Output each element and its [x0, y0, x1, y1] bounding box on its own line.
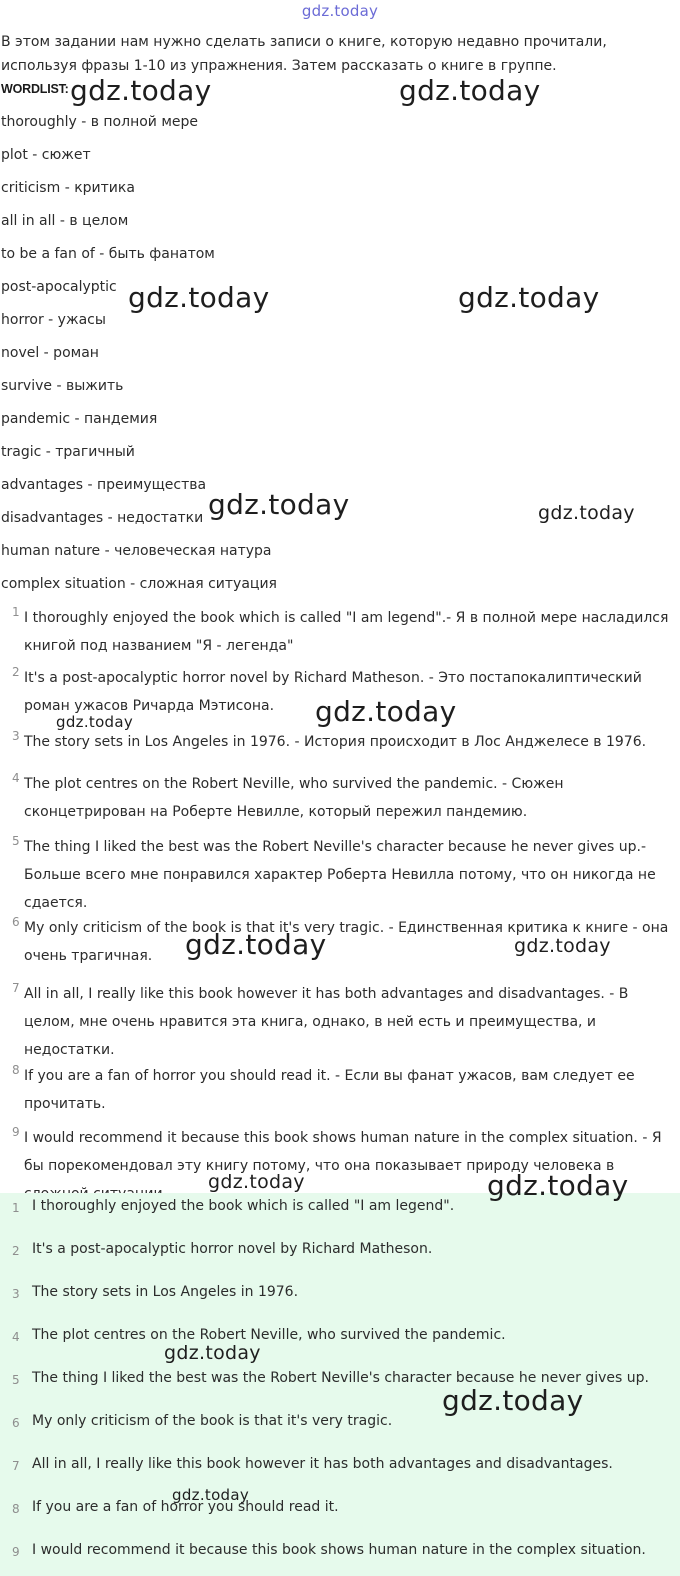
item-number: 1 — [12, 1201, 20, 1215]
answer-item — [0, 1238, 680, 1266]
watermark: gdz.today — [487, 1169, 629, 1202]
answer-item — [0, 1410, 680, 1438]
watermark: gdz.today — [128, 281, 270, 314]
watermark: gdz.today — [164, 1342, 261, 1364]
item-text: The story sets in Los Angeles in 1976. — [32, 1284, 299, 1300]
item-number: 8 — [12, 1063, 20, 1077]
answer-item — [0, 1281, 680, 1309]
item-text: My only criticism of the book is that it's very tragic. - Единственная критика к книге - она очень трагичная. — [24, 920, 669, 964]
item-number: 5 — [12, 1373, 20, 1387]
item-text: If you are a fan of horror you should read it. — [32, 1499, 339, 1515]
watermark: gdz.today — [208, 488, 350, 521]
wordlist-item: to be a fan of - быть фанатом — [1, 246, 215, 262]
wordlist-item: horror - ужасы — [1, 312, 106, 328]
wordlist-item: all in all - в целом — [1, 213, 129, 229]
watermark: gdz.today — [458, 281, 600, 314]
wordlist-item: novel - роман — [1, 345, 99, 361]
item-number: 3 — [12, 1287, 20, 1301]
item-number: 6 — [12, 1416, 20, 1430]
item-text: It's a post-apocalyptic horror novel by Richard Matheson. - Это постапокалиптический роман ужасов Ричарда Мэтисона. — [24, 670, 642, 714]
wordlist-item: complex situation - сложная ситуация — [1, 576, 277, 592]
answer-item — [0, 1324, 680, 1352]
item-text: The thing I liked the best was the Robert Neville's character because he never gives up. — [32, 1370, 649, 1386]
item-text: My only criticism of the book is that it's very tragic. — [32, 1413, 393, 1429]
item-number: 3 — [12, 729, 20, 743]
answer-item — [0, 1539, 680, 1567]
wordlist-item: post-apocalyptic — [1, 279, 117, 295]
wordlist-item: pandemic - пандемия — [1, 411, 158, 427]
item-text: It's a post-apocalyptic horror novel by Richard Matheson. — [32, 1241, 433, 1257]
item-text: I would recommend it because this book shows human nature in the complex situation. — [32, 1542, 646, 1558]
item-number: 7 — [12, 1459, 20, 1473]
item-number: 9 — [12, 1545, 20, 1559]
item-number: 5 — [12, 834, 20, 848]
watermark: gdz.today — [70, 74, 212, 107]
wordlist-item: plot - сюжет — [1, 147, 91, 163]
wordlist-item: criticism - критика — [1, 180, 135, 196]
answer-item — [0, 1496, 680, 1524]
item-number: 6 — [12, 915, 20, 929]
wordlist-item: advantages - преимущества — [1, 477, 207, 493]
item-text: I thoroughly enjoyed the book which is called "I am legend". — [32, 1198, 455, 1214]
watermark: gdz.today — [514, 935, 611, 957]
watermark: gdz.today — [56, 713, 134, 731]
item-text: All in all, I really like this book however it has both advantages and disadvantages. - В целом, мне очень нравится эта книга, однако, в ней есть и преимущества, и недостатки. — [24, 986, 629, 1058]
watermark: gdz.today — [442, 1384, 584, 1417]
item-number: 4 — [12, 1330, 20, 1344]
watermark: gdz.today — [185, 928, 327, 961]
item-number: 7 — [12, 981, 20, 995]
item-number: 2 — [12, 665, 20, 679]
wordlist-item: survive - выжить — [1, 378, 124, 394]
watermark: gdz.today — [208, 1171, 305, 1193]
watermark: gdz.today — [172, 1486, 250, 1504]
item-number: 4 — [12, 771, 20, 785]
item-text: The plot centres on the Robert Neville, who survived the pandemic. - Сюжен сконцетрирован на Роберте Невилле, который пережил пандемию. — [24, 776, 564, 820]
item-number: 1 — [12, 605, 20, 619]
item-text: I thoroughly enjoyed the book which is called "I am legend".- Я в полной мере насладился книгой под названием "Я - легенда" — [24, 610, 669, 654]
watermark: gdz.today — [538, 502, 635, 524]
wordlist-item: tragic - трагичный — [1, 444, 135, 460]
answer-item — [0, 1367, 680, 1395]
item-text: The thing I liked the best was the Robert Neville's character because he never gives up.- Больше всего мне понравился характер Роберта Невилла потому, что он никогда не сдается. — [24, 839, 656, 911]
answer-item — [0, 1195, 680, 1223]
wordlist-item: thoroughly - в полной мере — [1, 114, 199, 130]
item-text: The plot centres on the Robert Neville, who survived the pandemic. — [32, 1327, 506, 1343]
item-text: All in all, I really like this book however it has both advantages and disadvantages. — [32, 1456, 613, 1472]
item-text: The story sets in Los Angeles in 1976. - История происходит в Лос Анджелесе в 1976. — [24, 734, 647, 750]
watermark: gdz.today — [315, 695, 457, 728]
site-logo[interactable]: gdz.today — [301, 2, 379, 20]
task-description: В этом задании нам нужно сделать записи о книге, которую недавно прочитали, используя фразы 1-10 из упражнения. Затем рассказать о книге в группе. — [1, 34, 607, 74]
wordlist-heading: WORDLIST: — [1, 82, 69, 96]
item-number: 2 — [12, 1244, 20, 1258]
item-number: 9 — [12, 1125, 20, 1139]
wordlist-item: disadvantages - недостатки — [1, 510, 204, 526]
answer-item — [0, 1453, 680, 1481]
item-text: I would recommend it because this book shows human nature in the complex situation. - Я бы порекомендовал эту книгу потому, что она показывает природу человека в — [24, 1130, 662, 1174]
wordlist-item: human nature - человеческая натура — [1, 543, 272, 559]
watermark: gdz.today — [399, 74, 541, 107]
item-text: If you are a fan of horror you should read it. - Если вы фанат ужасов, вам следует ее прочитать. — [24, 1068, 635, 1112]
answer-box — [0, 1193, 680, 1576]
item-number: 8 — [12, 1502, 20, 1516]
